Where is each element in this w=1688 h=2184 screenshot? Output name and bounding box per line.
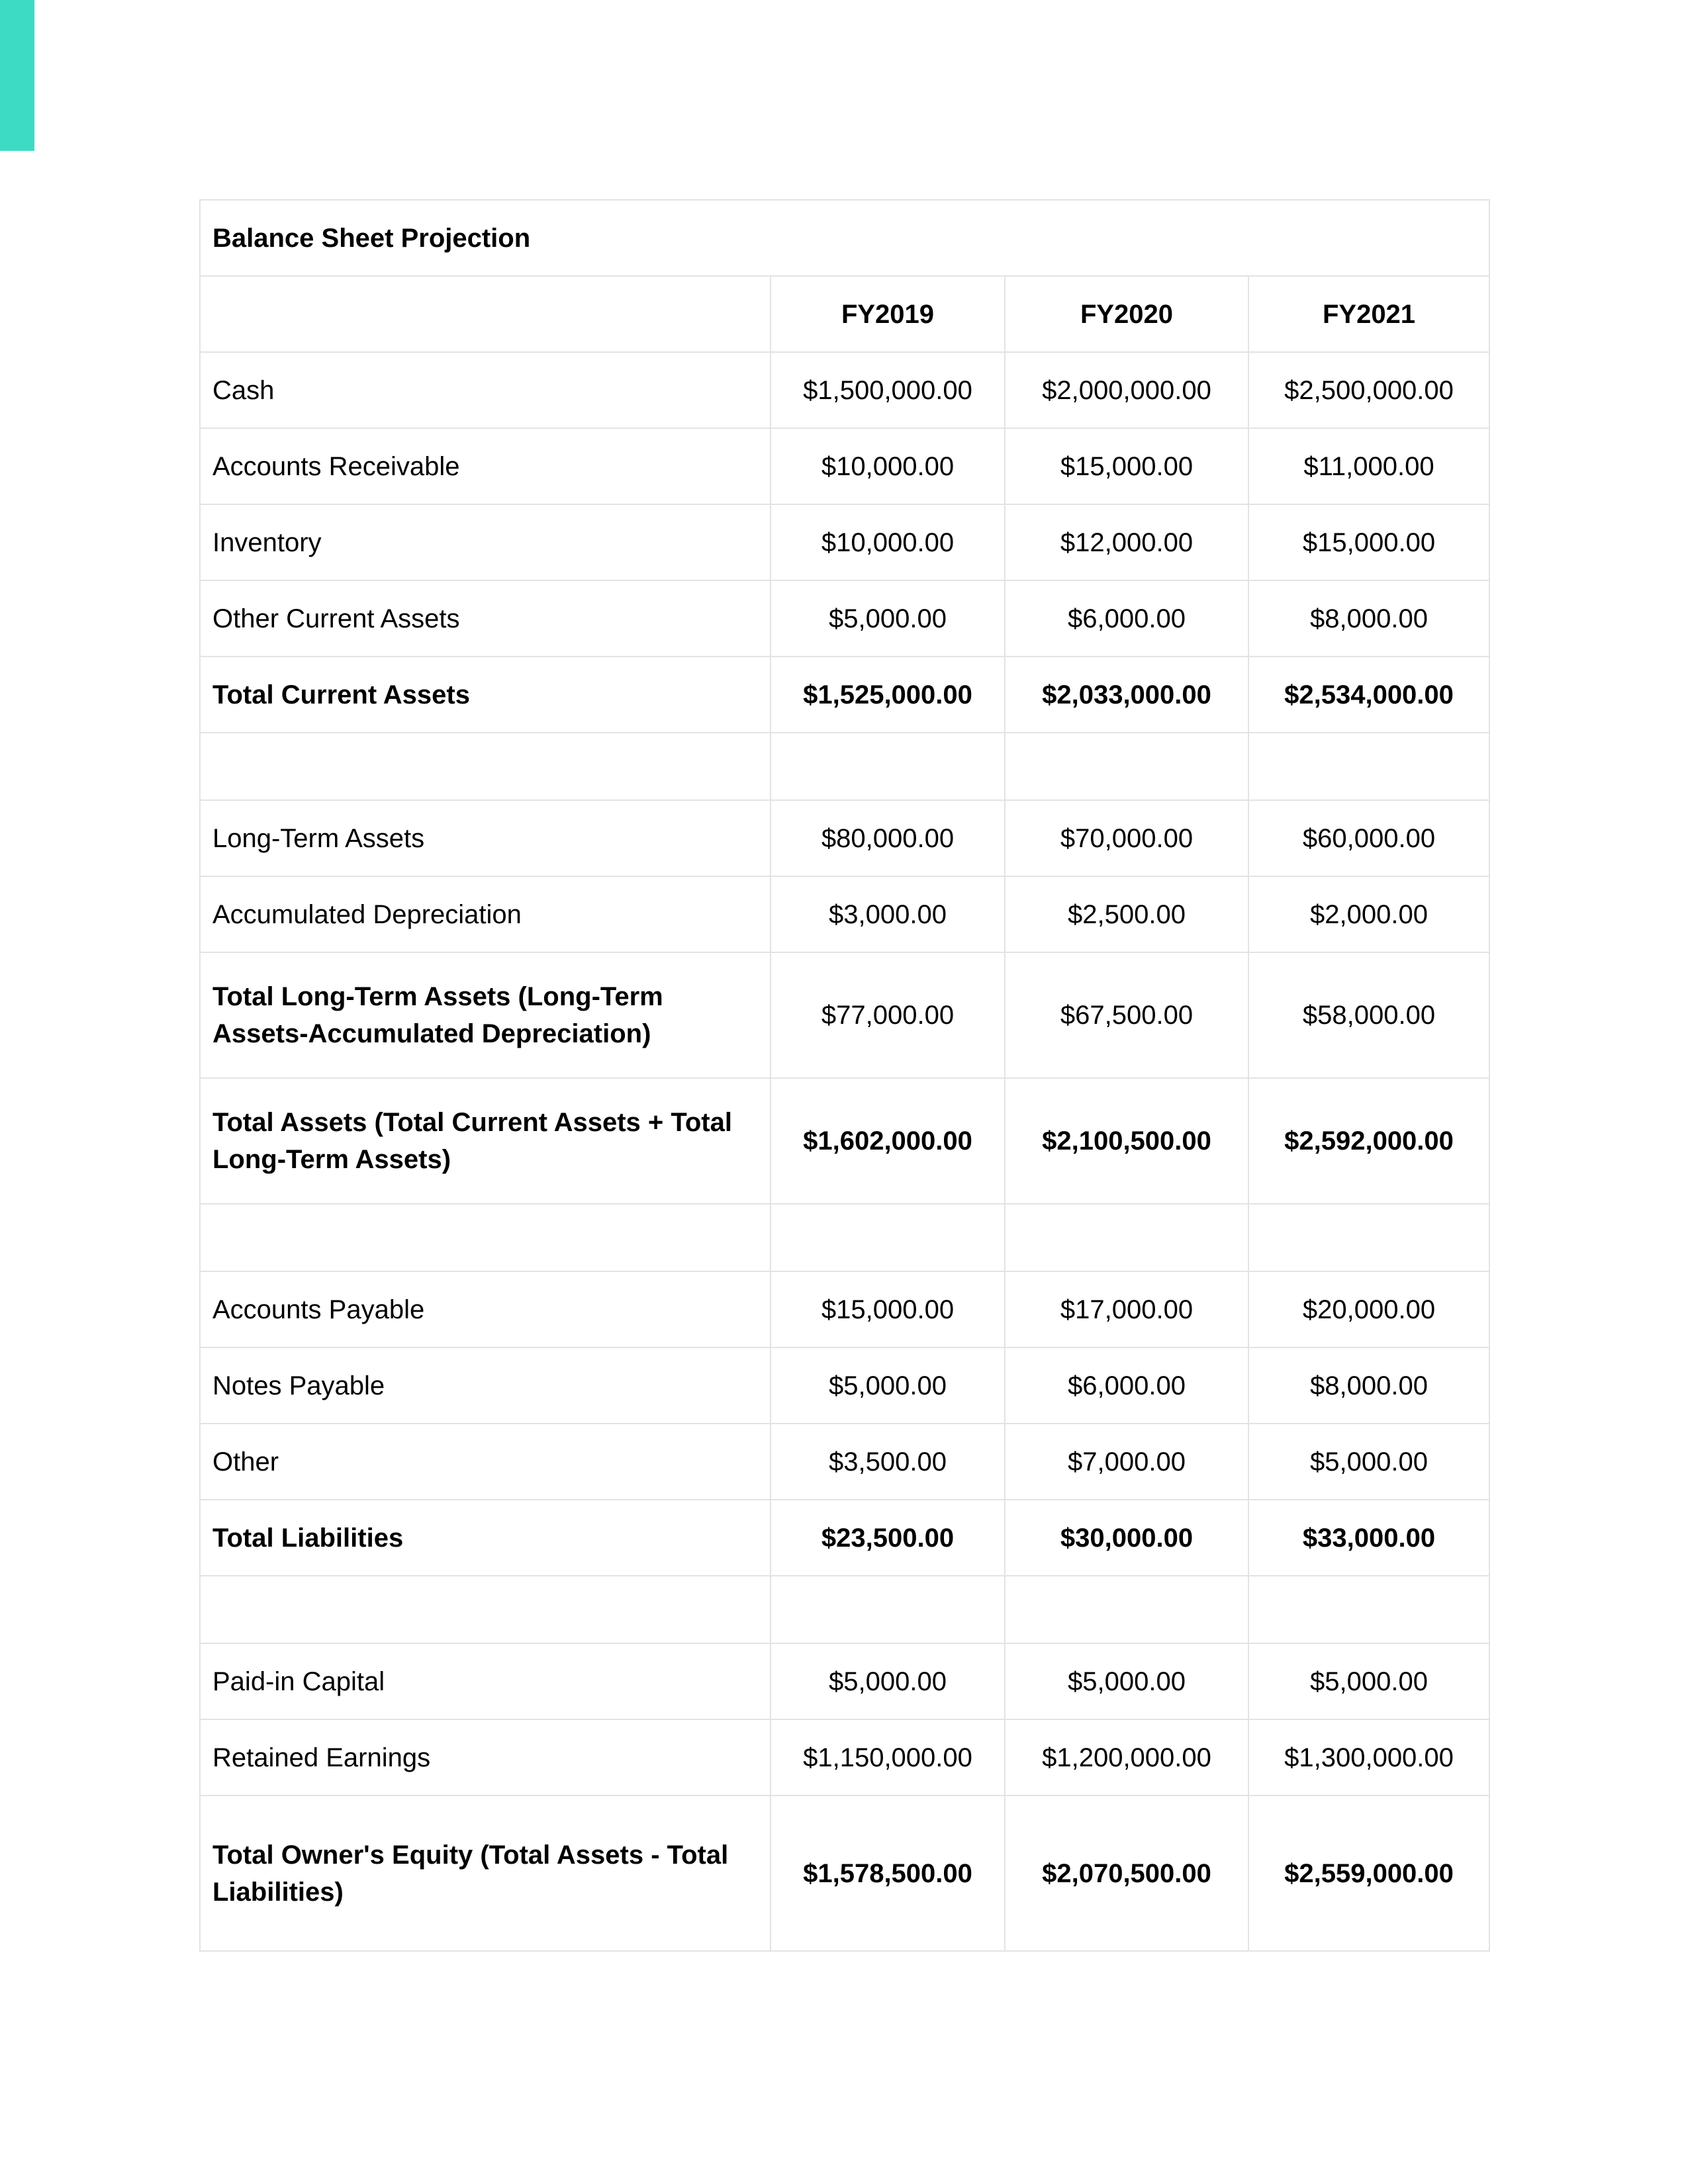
table-title: Balance Sheet Projection (200, 200, 1489, 276)
spacer-row (200, 1204, 1489, 1271)
column-header-fy2019: FY2019 (771, 276, 1005, 352)
empty-cell (1005, 733, 1248, 800)
row-label: Accounts Payable (200, 1271, 771, 1347)
cell-fy2020: $2,000,000.00 (1005, 352, 1248, 428)
row-label: Retained Earnings (200, 1719, 771, 1796)
cell-fy2020: $6,000.00 (1005, 1347, 1248, 1424)
cell-fy2019: $1,525,000.00 (771, 657, 1005, 733)
cell-fy2021: $2,534,000.00 (1248, 657, 1489, 733)
row-label: Total Owner's Equity (Total Assets - Total Liabilities) (200, 1796, 771, 1951)
cell-fy2019: $1,578,500.00 (771, 1796, 1005, 1951)
cell-fy2019: $1,150,000.00 (771, 1719, 1005, 1796)
empty-cell (1005, 1204, 1248, 1271)
cell-fy2021: $2,000.00 (1248, 876, 1489, 952)
cell-fy2021: $58,000.00 (1248, 952, 1489, 1078)
table-row-long-term-assets (200, 800, 1489, 876)
table-row-other-current-assets (200, 580, 1489, 657)
cell-fy2020: $30,000.00 (1005, 1500, 1248, 1576)
cell-fy2019: $1,602,000.00 (771, 1078, 1005, 1204)
cell-fy2019: $15,000.00 (771, 1271, 1005, 1347)
cell-fy2021: $15,000.00 (1248, 504, 1489, 580)
cell-fy2021: $2,592,000.00 (1248, 1078, 1489, 1204)
cell-fy2019: $80,000.00 (771, 800, 1005, 876)
empty-cell (1248, 1576, 1489, 1643)
table-row-retained-earnings (200, 1719, 1489, 1796)
column-header-fy2020: FY2020 (1005, 276, 1248, 352)
row-label: Long-Term Assets (200, 800, 771, 876)
table-header-row (200, 276, 1489, 352)
cell-fy2021: $60,000.00 (1248, 800, 1489, 876)
cell-fy2020: $5,000.00 (1005, 1643, 1248, 1719)
cell-fy2020: $70,000.00 (1005, 800, 1248, 876)
table-row-inventory (200, 504, 1489, 580)
cell-fy2020: $12,000.00 (1005, 504, 1248, 580)
empty-cell (771, 733, 1005, 800)
cell-fy2021: $5,000.00 (1248, 1643, 1489, 1719)
cell-fy2020: $6,000.00 (1005, 580, 1248, 657)
cell-fy2019: $5,000.00 (771, 1347, 1005, 1424)
cell-fy2021: $33,000.00 (1248, 1500, 1489, 1576)
row-label: Inventory (200, 504, 771, 580)
accent-bar (0, 0, 34, 151)
cell-fy2019: $5,000.00 (771, 1643, 1005, 1719)
cell-fy2019: $77,000.00 (771, 952, 1005, 1078)
cell-fy2020: $2,500.00 (1005, 876, 1248, 952)
row-label: Accounts Receivable (200, 428, 771, 504)
table-row-total-liabilities (200, 1500, 1489, 1576)
empty-cell (200, 1204, 771, 1271)
cell-fy2019: $1,500,000.00 (771, 352, 1005, 428)
cell-fy2020: $1,200,000.00 (1005, 1719, 1248, 1796)
cell-fy2019: $3,000.00 (771, 876, 1005, 952)
row-label: Total Current Assets (200, 657, 771, 733)
row-label: Total Long-Term Assets (Long-Term Assets-Accumulated Depreciation) (200, 952, 771, 1078)
cell-fy2019: $10,000.00 (771, 428, 1005, 504)
row-label: Total Liabilities (200, 1500, 771, 1576)
table-row-accounts-receivable (200, 428, 1489, 504)
cell-fy2021: $2,500,000.00 (1248, 352, 1489, 428)
row-label: Accumulated Depreciation (200, 876, 771, 952)
cell-fy2020: $2,070,500.00 (1005, 1796, 1248, 1951)
cell-fy2021: $5,000.00 (1248, 1424, 1489, 1500)
cell-fy2021: $20,000.00 (1248, 1271, 1489, 1347)
empty-cell (1248, 733, 1489, 800)
empty-cell (200, 1576, 771, 1643)
table-row-total-assets (200, 1078, 1489, 1204)
column-header-fy2021: FY2021 (1248, 276, 1489, 352)
header-empty-cell (200, 276, 771, 352)
cell-fy2021: $8,000.00 (1248, 580, 1489, 657)
cell-fy2021: $11,000.00 (1248, 428, 1489, 504)
table-title-row (200, 200, 1489, 276)
spacer-row (200, 733, 1489, 800)
empty-cell (1248, 1204, 1489, 1271)
cell-fy2020: $67,500.00 (1005, 952, 1248, 1078)
table-row-total-owners-equity (200, 1796, 1489, 1951)
table-row-accumulated-depreciation (200, 876, 1489, 952)
row-label: Cash (200, 352, 771, 428)
cell-fy2020: $2,100,500.00 (1005, 1078, 1248, 1204)
row-label: Other Current Assets (200, 580, 771, 657)
table-row-notes-payable (200, 1347, 1489, 1424)
balance-sheet-table (199, 199, 1490, 1952)
cell-fy2019: $5,000.00 (771, 580, 1005, 657)
row-label: Paid-in Capital (200, 1643, 771, 1719)
table-row-accounts-payable (200, 1271, 1489, 1347)
empty-cell (771, 1204, 1005, 1271)
cell-fy2021: $8,000.00 (1248, 1347, 1489, 1424)
table-row-other (200, 1424, 1489, 1500)
table-row-paid-in-capital (200, 1643, 1489, 1719)
cell-fy2020: $2,033,000.00 (1005, 657, 1248, 733)
empty-cell (771, 1576, 1005, 1643)
empty-cell (1005, 1576, 1248, 1643)
cell-fy2019: $10,000.00 (771, 504, 1005, 580)
cell-fy2020: $7,000.00 (1005, 1424, 1248, 1500)
spacer-row (200, 1576, 1489, 1643)
cell-fy2020: $15,000.00 (1005, 428, 1248, 504)
table-row-total-long-term-assets (200, 952, 1489, 1078)
table-row-total-current-assets (200, 657, 1489, 733)
table-row-cash (200, 352, 1489, 428)
row-label: Notes Payable (200, 1347, 771, 1424)
row-label: Total Assets (Total Current Assets + Total Long-Term Assets) (200, 1078, 771, 1204)
cell-fy2021: $1,300,000.00 (1248, 1719, 1489, 1796)
cell-fy2019: $23,500.00 (771, 1500, 1005, 1576)
empty-cell (200, 733, 771, 800)
cell-fy2019: $3,500.00 (771, 1424, 1005, 1500)
cell-fy2021: $2,559,000.00 (1248, 1796, 1489, 1951)
row-label: Other (200, 1424, 771, 1500)
cell-fy2020: $17,000.00 (1005, 1271, 1248, 1347)
